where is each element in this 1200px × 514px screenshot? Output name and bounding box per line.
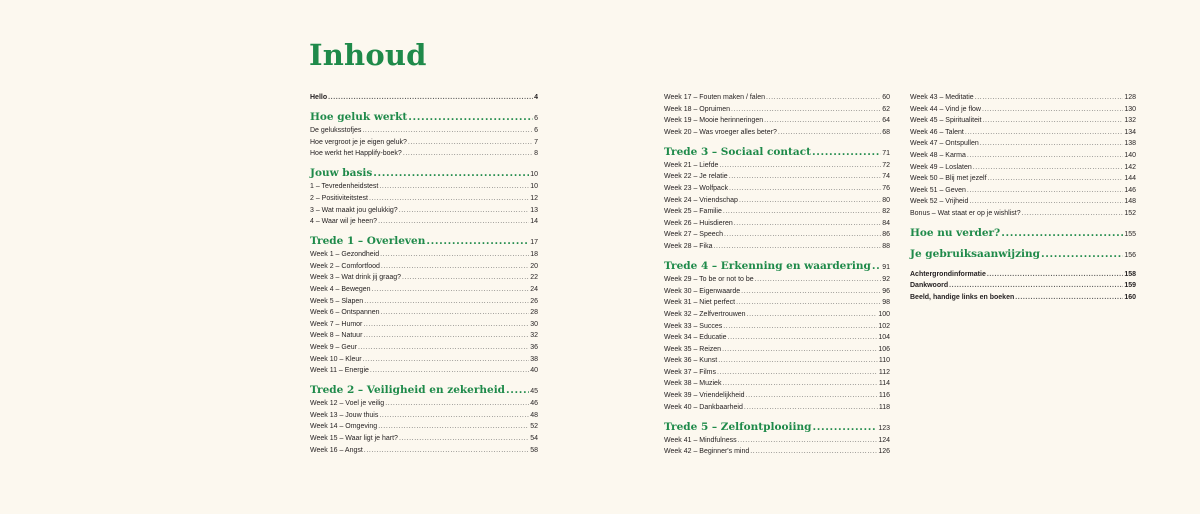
dot-leader bbox=[362, 125, 533, 137]
dot-leader bbox=[1022, 208, 1124, 220]
toc-entry-label: Week 29 – To be or not to be bbox=[664, 276, 754, 284]
dot-leader bbox=[724, 229, 881, 241]
toc-entry-label: Week 47 – Ontspullen bbox=[910, 140, 979, 148]
dot-leader bbox=[987, 269, 1123, 281]
toc-page-number: 112 bbox=[878, 368, 890, 376]
dot-leader bbox=[764, 115, 881, 127]
toc-entry bbox=[310, 342, 538, 354]
toc-page-number: 28 bbox=[530, 309, 538, 317]
dot-leader bbox=[744, 402, 878, 414]
toc-entry-label: Beeld, handige links en boeken bbox=[910, 293, 1015, 301]
toc-entry-label: Week 13 – Jouw thuis bbox=[310, 411, 379, 419]
toc-page-number: 152 bbox=[1124, 209, 1136, 217]
toc-page-number: 146 bbox=[1124, 186, 1136, 194]
toc-entry bbox=[310, 319, 538, 331]
toc-page-number: 64 bbox=[882, 117, 890, 125]
toc-section-heading bbox=[310, 166, 538, 180]
toc-entry bbox=[664, 367, 890, 379]
toc-entry-label: Hoe geluk werkt bbox=[310, 111, 408, 124]
toc-entry-label: Hello bbox=[310, 94, 328, 101]
dot-leader bbox=[381, 261, 529, 273]
toc-entry bbox=[664, 309, 890, 321]
toc-entry bbox=[310, 181, 538, 193]
dot-leader bbox=[739, 195, 881, 207]
toc-entry bbox=[910, 269, 1136, 281]
toc-page-number: 72 bbox=[882, 161, 890, 169]
toc-entry-label: Week 23 – Wolfpack bbox=[664, 185, 728, 193]
dot-leader bbox=[369, 193, 529, 205]
toc-entry bbox=[310, 365, 538, 377]
toc-entry bbox=[910, 292, 1136, 304]
toc-entry bbox=[310, 421, 538, 433]
dot-leader bbox=[872, 259, 881, 273]
toc-entry bbox=[664, 206, 890, 218]
dot-leader bbox=[988, 173, 1124, 185]
toc-entry bbox=[664, 171, 890, 183]
toc-page-number: 52 bbox=[530, 423, 538, 431]
toc-entry-label: Week 30 – Eigenwaarde bbox=[664, 287, 741, 295]
dot-leader bbox=[973, 162, 1124, 174]
toc-entry-label: Week 36 – Kunst bbox=[664, 357, 718, 365]
toc-entry-label: Bonus – Wat staat er op je wishlist? bbox=[910, 209, 1021, 217]
toc-entry-label: Week 32 – Zelfvertrouwen bbox=[664, 310, 746, 318]
toc-entry bbox=[910, 92, 1136, 104]
dot-leader bbox=[364, 296, 529, 308]
toc-page-number: 110 bbox=[878, 357, 890, 365]
toc-page-number: 104 bbox=[878, 334, 890, 342]
dot-leader bbox=[778, 127, 881, 139]
toc-page-number: 142 bbox=[1124, 163, 1136, 171]
toc-entry bbox=[310, 296, 538, 308]
toc-page-number: 92 bbox=[882, 276, 890, 284]
toc-page-number: 12 bbox=[530, 194, 538, 202]
toc-entry bbox=[310, 261, 538, 273]
toc-page-number: 86 bbox=[882, 231, 890, 239]
toc-entry-label: Week 26 – Huisdieren bbox=[664, 219, 733, 227]
toc-entry bbox=[310, 249, 538, 261]
toc-page-number: 13 bbox=[530, 206, 538, 214]
dot-leader bbox=[717, 367, 878, 379]
dot-leader bbox=[380, 249, 529, 261]
dot-leader bbox=[766, 92, 881, 104]
toc-entry-label: Week 7 – Humor bbox=[310, 320, 363, 328]
toc-section-heading bbox=[310, 110, 538, 124]
dot-leader bbox=[969, 196, 1123, 208]
toc-entry bbox=[910, 127, 1136, 139]
toc-entry-label: Week 15 – Waar ligt je hart? bbox=[310, 435, 398, 443]
dot-leader bbox=[731, 104, 881, 116]
toc-entry bbox=[310, 125, 538, 137]
dot-leader bbox=[402, 272, 529, 284]
toc-entry bbox=[664, 241, 890, 253]
dot-leader bbox=[729, 171, 882, 183]
toc-page-number: 48 bbox=[530, 411, 538, 419]
toc-entry-label: Week 44 – Vind je flow bbox=[910, 105, 981, 113]
toc-entry bbox=[664, 332, 890, 344]
toc-entry bbox=[664, 183, 890, 195]
toc-entry bbox=[310, 330, 538, 342]
toc-page-number: 8 bbox=[534, 150, 538, 158]
dot-leader bbox=[370, 365, 529, 377]
toc-entry-label: Week 3 – Wat drink jij graag? bbox=[310, 274, 402, 282]
toc-page-number: 96 bbox=[882, 287, 890, 295]
toc-entry bbox=[664, 321, 890, 333]
toc-entry-label: Trede 4 – Erkenning en waardering bbox=[664, 260, 871, 273]
toc-page-number: 20 bbox=[530, 262, 538, 270]
toc-entry-label: Week 17 – Fouten maken / falen bbox=[664, 94, 766, 101]
toc-page-number: 40 bbox=[530, 367, 538, 375]
toc-section-heading bbox=[664, 259, 890, 273]
toc-page-number: 76 bbox=[882, 185, 890, 193]
toc-section-heading bbox=[910, 247, 1136, 261]
toc-entry-label: Week 49 – Loslaten bbox=[910, 163, 972, 171]
dot-leader bbox=[723, 321, 877, 333]
dot-leader bbox=[723, 206, 881, 218]
toc-page-number: 10 bbox=[530, 171, 538, 179]
toc-page-number: 62 bbox=[882, 105, 890, 113]
toc-entry-label: 4 – Waar wil je heen? bbox=[310, 218, 378, 226]
toc-entry-label: Week 48 – Karma bbox=[910, 151, 966, 159]
toc-entry-label: Week 1 – Gezondheid bbox=[310, 251, 380, 259]
dot-leader bbox=[373, 166, 529, 180]
toc-entry bbox=[310, 193, 538, 205]
toc-page-number: 126 bbox=[878, 448, 890, 456]
toc-page-number: 160 bbox=[1124, 293, 1136, 301]
dot-leader bbox=[722, 344, 877, 356]
toc-entry-label: Week 19 – Mooie herinneringen bbox=[664, 117, 764, 125]
toc-page-number: 22 bbox=[530, 274, 538, 282]
toc-entry-label: Week 37 – Films bbox=[664, 368, 716, 376]
toc-page-number: 24 bbox=[530, 286, 538, 294]
toc-page-number: 138 bbox=[1124, 140, 1136, 148]
toc-entry bbox=[664, 355, 890, 367]
toc-page-number: 156 bbox=[1124, 251, 1136, 259]
toc-entry bbox=[310, 398, 538, 410]
toc-page-number: 130 bbox=[1124, 105, 1136, 113]
toc-page-number: 124 bbox=[878, 436, 890, 444]
toc-entry bbox=[664, 297, 890, 309]
toc-entry bbox=[664, 286, 890, 298]
toc-section-heading bbox=[664, 145, 890, 159]
toc-page-number: 45 bbox=[530, 388, 538, 396]
toc-entry-label: Trede 5 – Zelfontplooiing bbox=[664, 420, 812, 433]
dot-leader bbox=[399, 205, 530, 217]
toc-entry-label: Achtergrondinformatie bbox=[910, 270, 986, 278]
dot-leader bbox=[719, 160, 881, 172]
toc-entry-label: 1 – Tevredenheidstest bbox=[310, 183, 379, 191]
toc-entry-label: Trede 1 – Overleven bbox=[310, 235, 426, 248]
toc-entry bbox=[664, 229, 890, 241]
page-title: Inhoud bbox=[309, 38, 427, 72]
toc-page-number: 84 bbox=[882, 219, 890, 227]
toc-page-number: 46 bbox=[530, 400, 538, 408]
toc-entry-label: Jouw basis bbox=[310, 167, 373, 180]
toc-page-number: 58 bbox=[530, 446, 538, 454]
toc-page-number: 106 bbox=[878, 345, 890, 353]
toc-entry bbox=[664, 115, 890, 127]
dot-leader bbox=[1041, 247, 1123, 261]
toc-entry-label: Week 51 – Geven bbox=[910, 186, 966, 194]
toc-entry-label: De geluksstofjes bbox=[310, 127, 362, 135]
dot-leader bbox=[734, 218, 881, 230]
toc-entry bbox=[664, 274, 890, 286]
toc-entry-label: Week 43 – Meditatie bbox=[910, 94, 974, 101]
dot-leader bbox=[378, 421, 529, 433]
dot-leader bbox=[982, 104, 1123, 116]
toc-page-number: 100 bbox=[878, 310, 890, 318]
dot-leader bbox=[949, 280, 1123, 292]
toc-column-1 bbox=[310, 92, 538, 456]
toc-entry bbox=[910, 115, 1136, 127]
toc-entry bbox=[910, 185, 1136, 197]
toc-entry-label: Week 41 – Mindfulness bbox=[664, 436, 737, 444]
toc-page-number: 17 bbox=[530, 239, 538, 247]
dot-leader bbox=[363, 330, 529, 342]
dot-leader bbox=[967, 185, 1123, 197]
toc-entry bbox=[910, 138, 1136, 150]
toc-entry bbox=[664, 127, 890, 139]
toc-page-number: 114 bbox=[878, 380, 890, 388]
dot-leader bbox=[379, 181, 529, 193]
dot-leader bbox=[729, 183, 881, 195]
toc-entry bbox=[664, 218, 890, 230]
toc-entry-label: Je gebruiksaanwijzing bbox=[910, 247, 1041, 260]
toc-page-number: 159 bbox=[1124, 282, 1136, 290]
toc-entry bbox=[910, 280, 1136, 292]
dot-leader bbox=[385, 398, 529, 410]
dot-leader bbox=[1001, 226, 1123, 240]
toc-entry-label: Week 52 – Vrijheid bbox=[910, 198, 969, 206]
toc-entry bbox=[664, 446, 890, 458]
toc-page-number: 140 bbox=[1124, 151, 1136, 159]
dot-leader bbox=[812, 420, 877, 434]
toc-page-number: 88 bbox=[882, 243, 890, 251]
toc-page-number: 14 bbox=[530, 218, 538, 226]
toc-entry bbox=[310, 354, 538, 366]
toc-page-number: 30 bbox=[530, 320, 538, 328]
dot-leader bbox=[328, 92, 533, 104]
toc-page-number: 82 bbox=[882, 208, 890, 216]
toc-entry-label: Week 50 – Blij met jezelf bbox=[910, 175, 987, 183]
toc-page-number: 155 bbox=[1124, 231, 1136, 239]
toc-column-3 bbox=[910, 92, 1136, 303]
toc-page-number: 36 bbox=[530, 344, 538, 351]
toc-page-number: 6 bbox=[534, 115, 538, 123]
toc-entry bbox=[310, 272, 538, 284]
toc-page-number: 158 bbox=[1124, 270, 1136, 278]
dot-leader bbox=[728, 332, 878, 344]
dot-leader bbox=[363, 319, 529, 331]
dot-leader bbox=[718, 355, 878, 367]
toc-entry-label: Week 24 – Vriendschap bbox=[664, 196, 738, 204]
dot-leader bbox=[980, 138, 1124, 150]
toc-entry bbox=[310, 445, 538, 457]
toc-entry-label: Hoe werkt het Happlify-boek? bbox=[310, 150, 402, 158]
dot-leader bbox=[812, 145, 881, 159]
toc-page-number: 7 bbox=[534, 138, 538, 146]
toc-page-number: 4 bbox=[534, 94, 538, 101]
dot-leader bbox=[755, 274, 882, 286]
toc-entry-label: 3 – Wat maakt jou gelukkig? bbox=[310, 206, 398, 214]
toc-entry bbox=[310, 92, 538, 104]
dot-leader bbox=[372, 284, 530, 296]
dot-leader bbox=[408, 110, 533, 124]
dot-leader bbox=[363, 354, 530, 366]
dot-leader bbox=[714, 241, 882, 253]
toc-page-number: 116 bbox=[878, 392, 890, 400]
toc-entry-label: Hoe nu verder? bbox=[910, 227, 1001, 240]
toc-entry-label: Trede 3 – Sociaal contact bbox=[664, 145, 811, 158]
toc-entry-label: Week 8 – Natuur bbox=[310, 332, 363, 340]
toc-page-number: 128 bbox=[1124, 94, 1136, 101]
toc-page-number: 91 bbox=[882, 264, 890, 272]
dot-leader bbox=[982, 115, 1123, 127]
toc-entry-label: Week 22 – Je relatie bbox=[664, 173, 728, 181]
toc-entry-label: Week 28 – Fika bbox=[664, 243, 713, 251]
toc-entry-label: Week 45 – Spiritualiteit bbox=[910, 117, 982, 125]
toc-page-number: 6 bbox=[534, 127, 538, 135]
toc-entry-label: Week 33 – Succes bbox=[664, 322, 723, 330]
toc-entry-label: 2 – Positiviteitstest bbox=[310, 194, 368, 202]
toc-entry-label: Dankwoord bbox=[910, 282, 949, 290]
toc-entry bbox=[910, 208, 1136, 220]
dot-leader bbox=[736, 297, 881, 309]
dot-leader bbox=[379, 410, 529, 422]
toc-entry-label: Week 31 – Niet perfect bbox=[664, 299, 736, 307]
toc-entry-label: Trede 2 – Veiligheid en zekerheid bbox=[310, 384, 506, 397]
toc-entry bbox=[664, 344, 890, 356]
toc-entry bbox=[910, 173, 1136, 185]
toc-entry bbox=[664, 435, 890, 447]
dot-leader bbox=[967, 150, 1123, 162]
toc-entry-label: Week 14 – Omgeving bbox=[310, 423, 378, 431]
toc-page-number: 18 bbox=[530, 251, 538, 259]
toc-entry bbox=[310, 284, 538, 296]
toc-section-heading bbox=[910, 226, 1136, 240]
toc-entry bbox=[664, 160, 890, 172]
toc-entry-label: Week 11 – Energie bbox=[310, 367, 369, 375]
dot-leader bbox=[381, 307, 530, 319]
dot-leader bbox=[403, 148, 533, 160]
toc-entry bbox=[910, 150, 1136, 162]
toc-page-number: 134 bbox=[1124, 128, 1136, 136]
toc-entry bbox=[910, 196, 1136, 208]
toc-section-heading bbox=[310, 234, 538, 248]
toc-page-number: 54 bbox=[530, 435, 538, 443]
toc-page-number: 80 bbox=[882, 196, 890, 204]
toc-page-number: 123 bbox=[878, 424, 890, 432]
toc-page-number: 118 bbox=[878, 403, 890, 411]
toc-entry-label: Week 25 – Familie bbox=[664, 208, 722, 216]
toc-entry bbox=[310, 216, 538, 228]
dot-leader bbox=[378, 216, 529, 228]
dot-leader bbox=[738, 435, 878, 447]
toc-entry-label: Week 5 – Slapen bbox=[310, 297, 364, 305]
toc-entry-label: Week 20 – Was vroeger alles beter? bbox=[664, 128, 777, 136]
toc-entry-label: Week 42 – Beginner's mind bbox=[664, 448, 750, 456]
toc-entry-label: Week 10 – Kleur bbox=[310, 355, 362, 363]
toc-page-number: 32 bbox=[530, 332, 538, 340]
toc-entry bbox=[664, 195, 890, 207]
dot-leader bbox=[975, 92, 1124, 104]
dot-leader bbox=[358, 342, 529, 354]
toc-entry-label: Week 27 – Speech bbox=[664, 231, 724, 239]
dot-leader bbox=[722, 378, 877, 390]
toc-entry-label: Week 2 – Comfortfood bbox=[310, 262, 380, 270]
toc-entry-label: Week 16 – Angst bbox=[310, 446, 363, 454]
toc-entry-label: Week 4 – Bewegen bbox=[310, 286, 371, 294]
toc-page-number: 68 bbox=[882, 128, 890, 136]
toc-page-number: 60 bbox=[882, 94, 890, 101]
toc-entry-label: Week 21 – Liefde bbox=[664, 161, 719, 169]
toc-entry-label: Week 46 – Talent bbox=[910, 128, 964, 136]
dot-leader bbox=[426, 234, 529, 248]
toc-entry bbox=[664, 104, 890, 116]
toc-entry bbox=[310, 410, 538, 422]
toc-page-number: 132 bbox=[1124, 117, 1136, 125]
dot-leader bbox=[741, 286, 881, 298]
dot-leader bbox=[399, 433, 529, 445]
toc-entry bbox=[310, 137, 538, 149]
toc-entry-label: Week 12 – Voel je veilig bbox=[310, 400, 385, 408]
toc-entry-label: Week 35 – Reizen bbox=[664, 345, 722, 353]
toc-entry bbox=[664, 378, 890, 390]
toc-entry bbox=[310, 433, 538, 445]
toc-entry bbox=[664, 390, 890, 402]
dot-leader bbox=[747, 309, 878, 321]
toc-entry bbox=[910, 104, 1136, 116]
toc-entry-label: Week 9 – Geur bbox=[310, 344, 357, 351]
toc-entry-label: Week 38 – Muziek bbox=[664, 380, 722, 388]
toc-page-number: 10 bbox=[530, 183, 538, 191]
dot-leader bbox=[746, 390, 878, 402]
toc-entry-label: Week 40 – Dankbaarheid bbox=[664, 403, 743, 411]
dot-leader bbox=[364, 445, 529, 457]
toc-page-number: 98 bbox=[882, 299, 890, 307]
dot-leader bbox=[965, 127, 1123, 139]
toc-entry bbox=[310, 307, 538, 319]
toc-entry-label: Week 18 – Opruimen bbox=[664, 105, 731, 113]
dot-leader bbox=[1015, 292, 1123, 304]
toc-entry-label: Week 34 – Educatie bbox=[664, 334, 727, 342]
toc-page-number: 38 bbox=[530, 355, 538, 363]
toc-entry-label: Week 6 – Ontspannen bbox=[310, 309, 380, 317]
toc-entry-label: Week 39 – Vriendelijkheid bbox=[664, 392, 745, 400]
toc-page-number: 144 bbox=[1124, 175, 1136, 183]
dot-leader bbox=[408, 137, 533, 149]
toc-column-2 bbox=[664, 92, 890, 458]
dot-leader bbox=[506, 383, 529, 397]
toc-entry bbox=[664, 92, 890, 104]
toc-page-number: 74 bbox=[882, 173, 890, 181]
dot-leader bbox=[750, 446, 877, 458]
toc-page-number: 148 bbox=[1124, 198, 1136, 206]
toc-section-heading bbox=[310, 383, 538, 397]
toc-entry-label: Hoe vergroot je je eigen geluk? bbox=[310, 138, 407, 146]
toc-page-number: 102 bbox=[878, 322, 890, 330]
toc-entry bbox=[310, 205, 538, 217]
toc-entry bbox=[910, 162, 1136, 174]
toc-section-heading bbox=[664, 420, 890, 434]
toc-page-number: 71 bbox=[882, 149, 890, 157]
toc-entry bbox=[310, 148, 538, 160]
toc-entry bbox=[664, 402, 890, 414]
toc-page-number: 26 bbox=[530, 297, 538, 305]
